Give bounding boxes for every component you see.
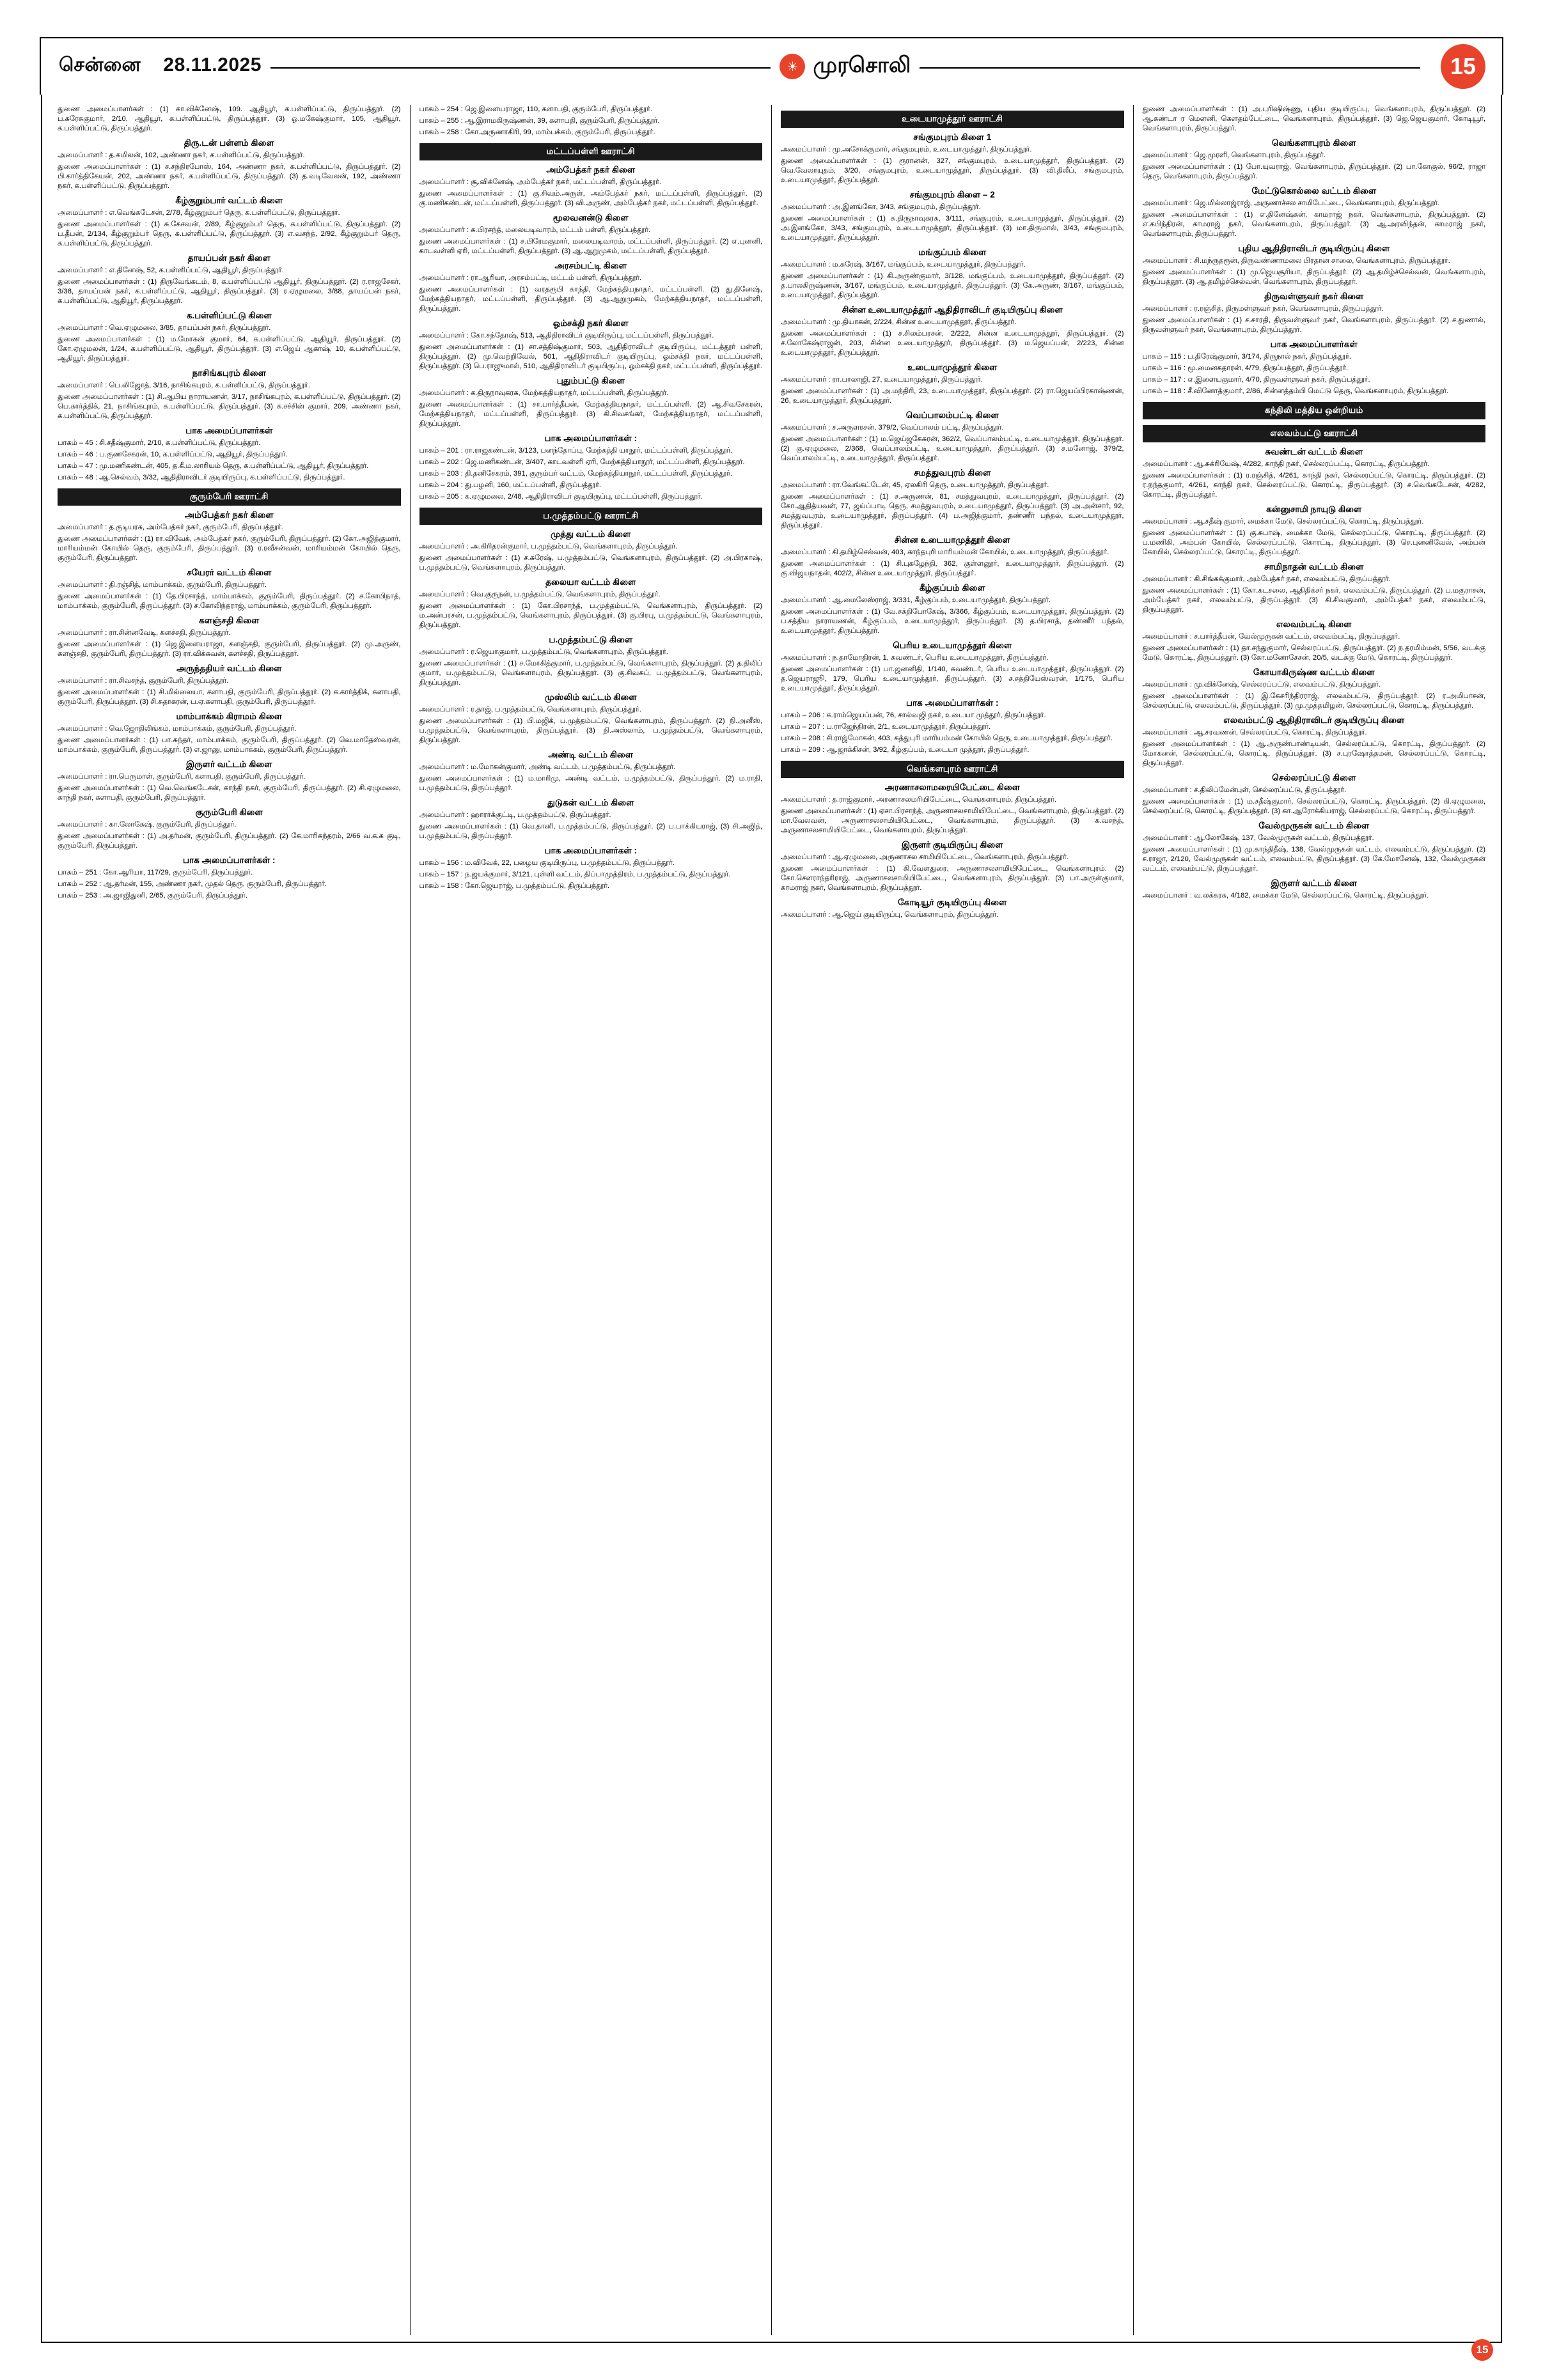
entry-paragraph: துணை அமைப்பாளர்கள் : (1) வெ.வெங்கடேசன், காந்தி நகர், குரும்பேரி, திருப்பத்தூர். (2) சி.ஏழுமலை, காந்தி நகர், களாபதி, குரும்பேரி, திருப்பத்தூர். — [58, 784, 401, 802]
branch-heading: வேல்முருகன் வட்டம் கிளை — [1258, 821, 1370, 831]
entry-paragraph: பாகம் – 206 : க.ராம்ஜெயப்பன், 76, சால்வஜி நகர், உடையா முத்தூர், திருப்பத்தூர். — [781, 712, 1046, 720]
entry-paragraph: அமைப்பாளர் : ர.ரஞ்சித், திருமள்ளுவர் நகர், வெங்களாபுரம், திருப்பத்தூர். — [1142, 305, 1384, 313]
entry-paragraph: துணை அமைப்பாளர்கள் : (1) அ.தர்மன், குரும்பேரி, திருப்பத்தூர். (2) கே.மாரிசுந்தரம், 2/66 வ.க.க குடி, குரும்பேரி, திருப்பத்தூர். — [58, 832, 401, 850]
entry-paragraph: அமைப்பாளர் : ஜெ.மில்லாஜ்ராஜ், அருணாச்சல சாமிபேட்டை, வெங்களாபுரம், திருப்பத்தூர். — [1142, 199, 1440, 208]
entry-paragraph: துணை அமைப்பாளர்கள் : (1) ரூரானன், 327, சங்குமபுரம், உடையாமுத்தூர், திருப்பத்தூர். (2) வெ.வேலாயுதம், 3/20, சங்குமபுரம், உடையாமுத்தூர், திருப்பத்தூர். (3) வி.திலீப், சங்குமபுரம், உடையாமுத்தூர், திருப்பத்தூர். — [781, 157, 1124, 184]
entry-paragraph: பாகம் – 115 : ப.திரேஷ்குமார், 3/174, திருநால் நகர், திருப்பத்தூர். — [1142, 353, 1351, 361]
entry-paragraph: பாகம் – 156 : ம.விவேக், 22, பழைய குடியிருப்பு, ப.முத்தம்பட்டு, திருப்பத்தூர். — [419, 859, 675, 867]
branch-heading: அண்டி வட்டம் கிளை — [548, 750, 634, 760]
branch-heading: பாக அமைப்பாளர்கள் — [185, 426, 273, 436]
branch-heading: கன்னுசாமி நாயுடு கிளை — [1266, 504, 1362, 514]
branch-heading: மேட்டுகொல்லை வட்டம் கிளை — [1251, 186, 1377, 196]
masthead-paper-name: முரசொலி — [813, 52, 911, 77]
entry-paragraph: அமைப்பாளர் : ஜெ.முரளி, வெங்களாபுரம், திருப்பத்தூர். — [1142, 152, 1326, 160]
entry-paragraph: துணை அமைப்பாளர்கள் : (1) சு.கேசவன், 2/89, கீழ்குறும்பர் தெரு, க.பள்ளிப்பட்டு, திருப்பத்தூர். (2) ப.தீபன், 2/134, கீழ்குறும்பர் தெரு, க.பள்ளிப்பட்டு, திருப்பத்தூர். (3) எ.வசந்த், 2/92, கீழ்குறும்பர் தெரு, க.பள்ளிப்பட்டு, திருப்பத்தூர். — [58, 221, 401, 248]
branch-heading: சின்ன உடையாமுத்தூர் ஆதிதிராவிடர் குடியிருப்பு கிளை — [842, 304, 1063, 315]
branch-heading: மாம்பாக்கம் கிராமம் கிளை — [176, 712, 282, 722]
branch-heading: சுவண்டன் வட்டம் கிளை — [1265, 446, 1363, 456]
entry-paragraph: அமைப்பாளர் : ஆ.லோகேஷ், 137, வேல்முருகன் வட்டம், திருப்பத்தூர். — [1142, 834, 1374, 843]
entry-paragraph: அமைப்பாளர் : ந.தாமோதிரன், 1, சுவண்டர், பெரிய உடையாமுத்தூர், திருப்பத்தூர். — [781, 654, 1049, 662]
masthead-rule-left — [270, 67, 771, 69]
entry-paragraph: பாகம் – 204 : து.பழனி, 160, மட்டப்பள்ளி, திருப்பத்தூர். — [419, 481, 601, 490]
section-banner: குரும்பேரி ஊராட்சி — [58, 488, 401, 506]
branch-heading: தலையா வட்டம் கிளை — [545, 577, 636, 587]
branch-heading: பாக அமைப்பாளர்கள் : — [544, 846, 638, 856]
column-4 — [1134, 105, 1495, 2335]
sun-logo-icon: ☀ — [779, 54, 805, 79]
branch-heading: மங்குப்பம் கிளை — [918, 247, 987, 257]
column-1 — [49, 105, 411, 2335]
entry-paragraph: துணை அமைப்பாளர்கள் : (1) பா.சுந்தர், மாம்பாக்கம், குரும்பேரி, திருப்பத்தூர். (2) வெ.மாதேஸ்வரன், மாம்பாக்கம், குரும்பேரி, திருப்பத்தூர். (3) எ.ஜானு, மாம்பாக்கம், குரும்பேரி, திருப்பத்தூர். — [58, 736, 401, 754]
entry-paragraph: அமைப்பாளர் : கா.லோகேஷ், குரும்பேரி, திருப்பத்தூர். — [58, 821, 237, 829]
entry-paragraph: துணை அமைப்பாளர்கள் : (1) எ.தினேஷ்கன், காமராஜ் நகர், வெங்களாபுரம், திருப்பத்தூர். (2) எ.கபிந்திரன், காமராஜ் நகர், வெங்களாபுரம், திருப்பத்தூர். (3) ஆ.அரவிந்தன், காமராஜ் நகர், வெங்களாபுரம், திருப்பத்தூர். — [1142, 211, 1485, 238]
masthead-page-number: 15 — [1441, 44, 1485, 89]
entry-paragraph: அமைப்பாளர் : ஆ.சரவணன், செல்லரப்பட்டு, கொரட்டி, திருப்பத்தூர். — [1142, 729, 1367, 737]
branch-heading: ப.முத்தம்பட்டு கிளை — [549, 635, 633, 645]
entry-paragraph: அமைப்பாளர் : வெ.ஜோதிலிங்கம், மாம்பாக்கம், குரும்பேரி, திருப்பத்தூர். — [58, 725, 297, 733]
column-3 — [772, 105, 1134, 2335]
entry-paragraph: துணை அமைப்பாளர்கள் : (1) ர.ரஞ்சித், 4/261, காந்தி நகர், செல்லரப்பட்டு, கொரட்டி, திருப்பத்தூர். (2) ர.நந்தகுமார், 4/261, காந்தி நகர், செல்லரப்பட்டு, கொரட்டி, திருப்பத்தூர். (3) ச.வெங்கடேசன், 4/282, கொரட்டி, திருப்பத்தூர். — [1142, 471, 1485, 499]
entry-paragraph: அமைப்பாளர் : அ.கிரிதரன்குமார், ப.முத்தம்பட்டு, வெங்களாபுரம், திருப்பத்தூர். — [419, 542, 678, 550]
branch-heading: நாசிங்கபுரம் கிளை — [192, 368, 266, 378]
branch-heading: அரசம்பட்டி கிளை — [554, 260, 627, 270]
branch-heading: க.பள்ளிப்பட்டு கிளை — [186, 311, 272, 321]
entry-paragraph: துணை அமைப்பாளர்கள் : (1) கு.சுபாஷ், மைக்கா மேடு, செல்லரப்பட்டு, கொரட்டி, திருப்பத்தூர். (2) ப.மணிகி, அம்பன் கோயில், செல்லரப்பட்டு, கொரட்டி, திருப்பத்தூர். (3) செ.புனனிவேல், அம்பன் கோயில், செல்லரப்பட்டு, கொரட்டி, திருப்பத்தூர். — [1142, 529, 1485, 556]
branch-heading: பாக அமைப்பாளர்கள் — [1270, 339, 1358, 350]
entry-paragraph: துணை அமைப்பாளர்கள் : (1) ச.மோகித்குமார், ப.முத்தம்பட்டு, வெங்களாபுரம், திருப்பத்தூர். (2) த.திலிப் குமார், ப.முத்தம்பட்டு, வெங்களாபுரம், திருப்பத்தூர். (3) கு.சிவசுப், ப.முத்தம்பட்டு, வெங்களாபுரம், திருப்பத்தூர். — [419, 660, 762, 687]
entry-paragraph: பாகம் – 45 : சி.சதீஷ்குமார், 2/10, க.பள்ளிப்பட்டு, திருப்பத்தூர். — [58, 439, 261, 447]
branch-heading: கீழ்குப்பம் கிளை — [919, 583, 985, 593]
entry-paragraph: அமைப்பாளர் : சு.பிரசந்த், மலையடிவாரம், மட்டம் பள்ளி, திருப்பத்தூர். — [419, 226, 651, 234]
entry-paragraph: அமைப்பாளர் : ஆ.சுக்ரியேஷ், 4/282, காந்தி நகர், செல்லரப்பட்டி, கொரட்டி, திருப்பத்தூர். — [1142, 460, 1430, 468]
entry-paragraph: அமைப்பாளர் : சூ.விக்னேஷ், அம்பேத்கர் நகர், மட்டப்பள்ளி, திருப்பத்தூர். — [419, 178, 662, 186]
entry-paragraph: துணை அமைப்பாளர்கள் : (1) கி.அருண்குமார், 3/128, மங்குப்பம், உடையாமுத்தூர், திருப்பத்தூர். (2) த.பாலகிருஷ்ணன், 3/167, மங்குப்பம், உடையாமுத்தூர், திருப்பத்தூர். (3) கே.அருண், 3/167, மங்குப்பம், உடையாமுத்தூர், திருப்பத்தூர். — [781, 272, 1124, 299]
entry-paragraph: துணை அமைப்பாளர்கள் : (1) ச.சாரதி, திருவள்ளுவர் நகர், வெங்களாபுரம், திருப்பத்தூர். (2) ச.துணால், திருவள்ளுவர் நகர், வெங்களாபுரம், திருப்பத்தூர். — [1142, 316, 1485, 334]
entry-paragraph: துணை அமைப்பாளர்கள் : (1) ம.மாரிமு, அண்டி வட்டம், ப.முத்தம்பட்டு, திருப்பத்தூர். (2) ம.ராதி, ப.முத்தம்பட்டு, திருப்பத்தூர். — [419, 775, 762, 793]
entry-paragraph: அமைப்பாளர் : தி.ரஞ்சித், மாம்பாக்கம், குரும்பேரி, திருப்பத்தூர். — [58, 581, 267, 589]
entry-paragraph: அமைப்பாளர் : வெ.குருநன், ப.முத்தம்பட்டு, வெங்களாபுரம், திருப்பத்தூர். — [419, 590, 661, 598]
entry-paragraph: பாகம் – 207 : ப.ராஜேந்திரன், 2/1, உடையாமுத்தூர், திருப்பத்தூர். — [781, 723, 991, 731]
section-banner: உடையாமுத்தூர் ஊராட்சி — [781, 111, 1124, 128]
entry-paragraph: பாகம் – 157 : ந.ஜயக்குமார், 3/121, புள்ளி வட்டம், திப்பாமுத்திரம், ப.முத்தம்பட்டு, திருப்பத்தூர். — [419, 871, 731, 879]
branch-heading: வெப்பாலம்பட்டி கிளை — [905, 410, 999, 421]
branch-heading: இருளர் வட்டம் கிளை — [185, 759, 272, 770]
entry-paragraph: அமைப்பாளர் : க.திருநாவுகரசு, மேற்கத்தியநாதர், மட்டப்பள்ளி, திருப்பத்தூர். — [419, 389, 669, 398]
entry-paragraph: துணை அமைப்பாளர்கள் : (1) தா.சந்துகுமார், செல்லரப்பட்டு, திருப்பத்தூர். (2) ந.தரமிம்மன், 5/56, வடக்கு மேடு, கொரட்டி, திருப்பத்தூர். (3) கோ.மனோசேசன், 20/5, வடக்கு மேடு, கொரட்டி, திருப்பத்தூர். — [1142, 644, 1485, 662]
entry-paragraph: அமைப்பாளர் : வெ.ஏழுமலை, 3/85, தாயப்பன் நகர், திருப்பத்தூர். — [58, 324, 271, 332]
entry-paragraph: துணை அமைப்பாளர்கள் : (1) அ.புரிஷிஷ்ணு, புதிய குடியிருப்பு, வெங்களாபுரம், திருப்பத்தூர். (2) ஆ.கண்டா ர மௌனி, கௌதம்பேட்டை, வெங்களாபுரம், திருப்பத்தூர். (3) ஜெ.ஜெயகுமார், கோடியூர், வெங்களாபுரம், திருப்பத்தூர். — [1142, 105, 1485, 133]
entry-paragraph: துணை அமைப்பாளர்கள் : (1) கோ.பிரசாந்த், ப.முத்தம்பட்டு, வெங்களாபுரம், திருப்பத்தூர். (2) ம.அன்பரசன், ப.முத்தம்பட்டு, வெங்களாபுரம், திருப்பத்தூர். (3) கு.பிரபு, ப.முத்தம்பட்டு, வெங்களாபுரம், திருப்பத்தூர். — [419, 602, 762, 630]
entry-paragraph: துணை அமைப்பாளர்கள் : (1) சு.திருநாவுகரசு, 3/111, சங்குபுரம், உடையாமுத்தூர், திருப்பத்தூர். (2) அ.இளங்கோ, 3/43, சங்குமபுரம், உடையாமுத்தூர், திருப்பத்தூர். (3) மா.திருமால், 3/43, சங்குமபுரம், உடையாமுத்தூர், திருப்பத்தூர். — [781, 214, 1124, 242]
branch-heading: கோயாகிருஷ்ண வட்டம் கிளை — [1253, 667, 1375, 678]
entry-paragraph: அமைப்பாளர் : த.ராஜ்குமார், அரணாசலமரியிபேட்டை, வெங்களாபுரம், திருப்பத்தூர். — [781, 796, 1057, 804]
entry-paragraph: அமைப்பாளர் : சி.மந்ருதரூன், திருவண்ணாமலை பிரதான சாலை, வெங்களாபுரம், திருப்பத்தூர். — [1142, 257, 1450, 265]
entry-paragraph: துணை அமைப்பாளர்கள் : (1) சா.பார்த்தீபன், மேற்கத்தியநாதர், மட்டப்பள்ளி. (2) ஆ.சிவசேகரன், மேற்கத்தியநாதர், மட்டப்பள்ளி, திருப்பத்தூர். (3) கி.சிவசங்கர், மேற்கத்தியநாதர், மட்டப்பள்ளி, திருப்பத்தூர். — [419, 401, 762, 428]
section-banner: கந்திலி மத்திய ஒன்றியம் — [1143, 402, 1486, 419]
entry-paragraph: பாகம் – 116 : மூ.மைனகதாரன், 4/79, திருப்பத்தூர், திருப்பத்தூர். — [1142, 364, 1349, 373]
entry-paragraph: துணை அமைப்பாளர்கள் : (1) பா.ஜனனிதி, 1/140, சுவண்டர், பெரிய உடையாமுத்தூர், திருப்பத்தூர். (2) த.ஜெயராஜூ, 179, பெரிய உடையாமுத்தூர், திருப்பத்தூர். (3) ச.சத்தியேஸ்வரன், 1/175, பெரிய உடையாமுத்தூர், திருப்பத்தூர். — [781, 665, 1124, 693]
entry-paragraph: துணை அமைப்பாளர்கள் : (1) சி.புகழேந்தி, 362, குள்ளனூர், உடையாமுத்தூர், திருப்பத்தூர். (2) கு.விஜயநாதன், 402/2, சின்ன உடையாமுத்தூர், திருப்பத்தூர். — [781, 560, 1124, 578]
entry-paragraph: அமைப்பாளர் : எ.தினேஷ், 52, க.பள்ளிப்பட்டு, ஆதியூர், திருப்பத்தூர். — [58, 267, 284, 275]
section-banner: ப.முத்தம்பட்டு ஊராட்சி — [419, 508, 763, 525]
page-number-badge: 15 — [1471, 2339, 1493, 2361]
entry-paragraph: பாகம் – 118 : சீ.வினோத்குமார், 2/86, சின்னத்தம்பி மெட்டு தெரு, வெங்களாபுரம், திருப்பத்தூர். — [1142, 387, 1449, 396]
branch-heading: சமத்துவபுரம் கிளை — [914, 468, 991, 478]
branch-heading: கீழ்குறும்பார் வட்டம் கிளை — [175, 196, 283, 206]
branch-heading: பாக அமைப்பாளர்கள் : — [544, 433, 638, 444]
entry-paragraph: அமைப்பாளர் : பெ.லிஜோத், 3/16, நாசிங்கபுரம், க.பள்ளிப்பட்டு, திருப்பத்தூர். — [58, 382, 310, 390]
entry-paragraph: துணை அமைப்பாளர்கள் : (1) பி.மஜிக், ப.முத்தம்பட்டு, வெங்களாபுரம், திருப்பத்தூர். (2) நி.அனீஸ், ப.முத்தம்பட்டு, வெங்களாபுரம், திருப்பத்தூர். (3) நி.அஸ்லாம், ப.முத்தம்பட்டு, வெங்களாபுரம், திருப்பத்தூர். — [419, 717, 762, 745]
section-banner: வெங்களபுரம் ஊராட்சி — [781, 761, 1124, 778]
entry-paragraph: பாகம் – 46 : ப.குணசேகரன், 10, க.பள்ளிப்பட்டு, ஆதியூர், திருப்பத்தூர். — [58, 451, 288, 459]
entry-paragraph: துணை அமைப்பாளர்கள் : (1) வரதரூபி காந்தி, மேற்கத்தியநாதர், மட்டப்பள்ளி. (2) து.தினேஷ், மேற்கத்தியநாதர், மட்டப்பள்ளி, திருப்பத்தூர். (3) ஆ.ஆறுமுகம், மேற்கத்தியநாதர், மட்டப்பள்ளி, திருப்பத்தூர். — [419, 285, 762, 313]
entry-paragraph: அமைப்பாளர் : ர.தாஜ், ப.முத்தம்பட்டு, வெங்களாபுரம், திருப்பத்தூர். — [419, 706, 641, 714]
entry-paragraph: பாகம் – 203 : தி.தனிசேகரம், 391, குரும்பர் வட்டம், மேற்கத்தியாநூர், மட்டப்பள்ளி, திருப்பத்தூர். — [419, 470, 733, 478]
entry-paragraph: துணை அமைப்பாளர்கள் : (1) ஆ.அருண்பாண்டியன், செல்லரப்பட்டு, கொரட்டி, திருப்பத்தூர். (2) மோகனன், செல்லரப்பட்டு, கொரட்டி, திருப்பத்தூர். (3) ச.புரஷோத்தமன், செல்லரப்பட்டு, கொரட்டி, திருப்பத்தூர். — [1142, 740, 1485, 768]
article-columns — [41, 95, 1502, 2343]
entry-paragraph: பாகம் – 254 : ஜெ.இளையராஜா, 110, களாபதி, குரும்பேரி, திருப்பத்தூர். — [419, 105, 652, 113]
entry-paragraph: துணை அமைப்பாளர்கள் : (1) திருவேங்கடம், 8, க.பள்ளிப்பட்டு ஆதியூர், திருப்பத்தூர். (2) ர.ராஜசேகர், 3/38, தாயப்பன் நகர், க.பள்ளிப்பட்டு, ஆதியூர், திருப்பத்தூர். (3) ர.ஏழுமலை, 3/88, தாயப்பன் நகர், க.பள்ளிப்பட்டு, ஆதியூர், திருப்பத்தூர். — [58, 278, 401, 306]
branch-heading: வெங்களாபுரம் கிளை — [1271, 138, 1356, 148]
entry-paragraph: துணை அமைப்பாளர்கள் : (1) கு.சிவம்.அருள், அம்பேத்கர் நகர், மட்டப்பள்ளி, திருப்பத்தூர். (2) கு.மணிகண்டன், மட்டப்பள்ளி, திருப்பத்தூர். (3) வி.அருண், அம்பேத்கர் நகர், மட்டப்பள்ளி, திருப்பத்தூர். — [419, 189, 762, 207]
masthead-logo — [779, 53, 911, 81]
masthead-rule-right — [920, 67, 1420, 69]
entry-paragraph: அமைப்பாளர் : கி.தமிழ்செல்வன், 403, காந்தபுரி மாரியம்மன் கோயில், உடையாமுத்தூர், திருப்பத்தூர். — [781, 548, 1109, 557]
branch-heading: எலவம்பட்டு ஆதிதிராவிடர் குடியிருப்பு கிளை — [1223, 715, 1405, 726]
entry-paragraph: அமைப்பாளர் : த.குடியரசு, அம்பேத்கர் நகர், குரும்பேரி, திருப்பத்தூர். — [58, 524, 283, 532]
section-banner: மட்டப்பள்ளி ஊராட்சி — [419, 143, 763, 160]
entry-paragraph: அமைப்பாளர் : ஆ.மைலேஸ்ராஜ், 3/331, கீழ்குப்பம், உடையாமுத்தூர், திருப்பத்தூர். — [781, 596, 1051, 605]
branch-heading: துடுகன் வட்டம் கிளை — [547, 798, 634, 808]
entry-paragraph: அமைப்பாளர் : ஆ.ஏழுமலை, அருணாசல சாமியிபேட்டை, வெங்களாபுரம், திருப்பத்தூர். — [781, 853, 1069, 862]
entry-paragraph: அமைப்பாளர் : எ.வெங்கடேசன், 2/78, கீழ்குறும்பர் தெரு, க.பள்ளிப்பட்டு, திருப்பத்தூர். — [58, 209, 340, 217]
entry-paragraph: பாகம் – 252 : ஆ.தர்மன், 155, அண்ணா நகர், முதல் தெரு, குரும்பேரி, திருப்பத்தூர். — [58, 880, 327, 889]
branch-heading: முஸ்லிம் வட்டம் கிளை — [544, 692, 637, 703]
entry-paragraph: அமைப்பாளர் : கி.சிங்கக்குமார், அம்பேத்கர் நகர், எலவம்பட்டு, திருப்பத்தூர். — [1142, 575, 1391, 583]
entry-paragraph: துணை அமைப்பாளர்கள் : (1) ச.சுரேஷ், ப.முத்தம்பட்டு, வெங்களாபுரம், திருப்பத்தூர். (2) அ.பிரகாஷ், ப.முத்தம்பட்டு, வெங்களாபுரம், திருப்பத்தூர். — [419, 554, 762, 572]
entry-paragraph: துணை அமைப்பாளர்கள் : (1) சி.மில்லையா, களாபதி, குரும்பேரி, திருப்பத்தூர். (2) க.கார்த்திக், களாபதி, குரும்பேரி, திருப்பத்தூர். (3) சி.சுதாகரன், ப.ஏ.களாபதி, குரும்பேரி, திருப்பத்தூர். — [58, 688, 401, 706]
entry-paragraph: துணை அமைப்பாளர்கள் : (1) இ.கேசரிந்திரராஜ், எலவம்பட்டு, திருப்பத்தூர். (2) ர.அமிபாசன், செல்லரப்பட்டு, எலவம்பட்டு, திருப்பத்தூர். (3) மு.முத்தமிழன், செல்லரப்பட்டு, கொரட்டி, திருப்பத்தூர். — [1142, 692, 1485, 710]
entry-paragraph: அமைப்பாளர் : ரா.பெருமாள், குரும்பேரி, களாபதி, குரும்பேரி, திருப்பத்தூர். — [58, 773, 306, 781]
entry-paragraph: துணை அமைப்பாளர்கள் : (1) அ.மந்திரி, 23, உடையாமுத்தூர், திருப்பத்தூர். (2) ரா.ஜெயப்பிரகாஷ்ணன், 26, உடையாமுத்தூர், திருப்பத்தூர். — [781, 387, 1124, 405]
branch-heading: அரணாசலாமரையிபேட்டை கிளை — [884, 782, 1021, 793]
entry-paragraph: துணை அமைப்பாளர்கள் : (1) ம.மோகன் குமார், 64, க.பள்ளிப்பட்டு, ஆதியூர், திருப்பத்தூர். (2) கோ.ஏழுமலன், 1/24, க.பள்ளிப்பட்டு, ஆதியூர், திருப்பத்தூர். (3) எ.ஜெய் ஆகாஷ், 10, க.பள்ளிப்பட்டு, ஆதியூர், திருப்பத்தூர். — [58, 336, 401, 363]
entry-paragraph: துணை அமைப்பாளர்கள் : (1) தே.பிரசாந்த், மாம்பாக்கம், குரும்பேரி, திருப்பத்தூர். (2) ச.கோபிநாத், மாம்பாக்கம், குரும்பேரி, திருப்பத்தூர். (3) ச.கோலிந்தராஜ், மாம்பாக்கம், குரும்பேரி, திருப்பத்தூர். — [58, 593, 401, 611]
branch-heading: பாக அமைப்பாளர்கள் : — [905, 698, 999, 708]
entry-paragraph: அமைப்பாளர் : ம.சுரேஷ், 3/167, மங்குப்பம், உடையாமுத்தூர், திருப்பத்தூர். — [781, 260, 1026, 268]
masthead-date: 28.11.2025 — [163, 54, 262, 75]
branch-heading: சங்குமபுரம் கிளை – 2 — [909, 189, 995, 199]
branch-heading: பெரிய உடையாமுத்தூர் கிளை — [893, 641, 1012, 651]
column-2 — [411, 105, 772, 2335]
branch-heading: களஞ்சதி கிளை — [199, 616, 260, 626]
branch-heading: தாயப்பன் நகர் கிளை — [187, 253, 270, 263]
branch-heading: கோடியூர் குடியிருப்பு கிளை — [898, 898, 1007, 908]
entry-paragraph: பாகம் – 209 : ஆ.ஜாக்கிசன், 3/92, கீழ்குப்பம், உடையா முத்தூர், திருப்பத்தூர். — [781, 746, 1030, 754]
entry-paragraph: அமைப்பாளர் : வ.லக்கரசு, 4/182, மைக்கா மேடு, செல்லரப்பட்டு, கொரட்டி, திருப்பத்தூர். — [1142, 892, 1429, 900]
masthead-city: சென்னை — [59, 54, 141, 75]
entry-paragraph: துணை அமைப்பாளர்கள் : (1) கி.வேளதுரை, அருணாசலசாமியிபேட்டை, வெங்களாபுரம். (2) கோ.சௌராந்தரிராஜ், அருணாசலசாமியிபேட்டை, வெங்களாபுரம், திருப்பத்தூர். (3) பா.அருள்குமார், காமராஜ் நகர், வெங்களாபுரம், திருப்பத்தூர். — [781, 865, 1124, 892]
branch-heading: மூலவனன்டு கிளை — [552, 212, 629, 222]
entry-paragraph: அமைப்பாளர் : கோ.சந்தோஷ், 513, ஆதிதிராவிடர் குடியிருப்பு, மட்டப்பள்ளி, திருப்பத்தூர். — [419, 331, 714, 339]
branch-heading: பாக அமைப்பாளர்கள் : — [182, 855, 276, 866]
branch-heading: இருளர் குடியிருப்பு கிளை — [901, 840, 1003, 850]
branch-heading: முத்து வட்டம் கிளை — [551, 529, 631, 539]
entry-paragraph: துணை அமைப்பாளர்கள் : (1) ச.பிரேமகுமார், மலையடிவாரம், மட்டப்பள்ளி, திருப்பத்தூர். (2) எ.புனனி, காடவள்ளி ஏரி, மட்டப்பள்ளி, திருப்பத்தூர். (3) ஆ.ஆறுமுகம், மட்டப்பள்ளி, திருப்பத்தூர். — [419, 237, 762, 255]
entry-paragraph: அமைப்பாளர் : ரா.சிவசந்த், குரும்பேரி, திருப்பத்தூர். — [58, 677, 229, 685]
entry-paragraph: துணை அமைப்பாளர்கள் : (1) ஜெ.இளையராஜா, களஞ்சதி, குரும்பேரி, திருப்பத்தூர். (2) மு.அருண், களஞ்சதி, குரும்பேரி, திருப்பத்தூர். (3) ரா.விக்சுவன், களச்சதி, திருப்பத்தூர். — [58, 641, 401, 658]
branch-heading: புதும்பட்டு கிளை — [556, 376, 625, 386]
branch-heading: புதிய ஆதிதிராவிடர் குடியிருப்பு கிளை — [1238, 244, 1390, 254]
entry-paragraph: துணை அமைப்பாளர்கள் : (1) கா.விக்னேஷ், 109. ஆதியூர், க.பள்ளிப்பட்டு, திருப்பத்தூர். (2) ப.சுரேசுகுமார், 2/10, ஆதியூர், க.பள்ளிப்பட்டு, திருப்பத்தூர். (3) ஓ.மகேஷ்குமார், 105, ஆதியூர், க.பள்ளிப்பட்டு, திருப்பத்தூர். — [58, 105, 401, 133]
entry-paragraph: அமைப்பாளர் : ச.பார்த்தீபன், வேல்முருகன் வட்டம், எலவம்பட்டி, திருப்பத்தூர். — [1142, 633, 1400, 641]
entry-paragraph: துணை அமைப்பாளர்கள் : (1) ச.அருணன், 81, சமத்துவபுரம், உடையாமுத்தூர், திருப்பத்தூர். (2) கோ.ஆதித்யவள், 77, ஜய்ப்பாடி தெரு, சமத்துவபுரம், உடையாமுத்தூர், திருப்பத்தூர். (3) அ.அன்சார், 92, சமத்துவபுரம், உடையாமுத்தூர், திருப்பத்தூர். (4) ப.அஜித்குமார், தண்ணீர் பந்தல், உடையாமுத்தூர், திருப்பத்தூர். — [781, 493, 1124, 530]
entry-paragraph: அமைப்பாளர் : ர.ஜெயாகுமார், ப.முத்தம்பட்டு, வெங்களாபுரம், திருப்பத்தூர். — [419, 648, 668, 657]
entry-paragraph: அமைப்பாளர் : ஆ.ஜெய் குடியிருப்பு, வெங்களாபுரம், திருப்பத்தூர். — [781, 911, 999, 919]
entry-paragraph: பாகம் – 47 : மு.மணிகண்டன், 405, த.கீ.ம.லாரியம் தெரு, க.பள்ளிப்பட்டு, ஆதியூர், திருப்பத்தூர். — [58, 462, 369, 471]
entry-paragraph: துணை அமைப்பாளர்கள் : (1) கோ.கடசலை, ஆதிதிக்சர் நகர், எலவம்பட்டு, திருப்பத்தூர். (2) ப.மகுராசன், அம்பேத்கர் நகர், எலவம்பட்டு, திருப்பத்தூர். (3) கி.சிவகுமார், அம்பேத்கர் நகர், எலவம்பட்டு, திருப்பத்தூர். — [1142, 586, 1485, 614]
entry-paragraph: அமைப்பாளர் : ரா.சின்னவேடி, களச்சதி, திருப்பத்தூர். — [58, 629, 231, 637]
entry-paragraph: அமைப்பாளர் : ரா.ஆரியா, அரசம்பட்டி, மட்டம் பள்ளி, திருப்பத்தூர். — [419, 274, 642, 282]
entry-paragraph: பாகம் – 258 : கோ.அருணாகிரி, 99, மாம்பக்கம், குரும்பேரி, திருப்பத்தூர். — [419, 128, 655, 137]
entry-paragraph: பாகம் – 48 : ஆ.செல்வம், 3/32, ஆதிதிராவிடர் குடியிருப்பு, க.பள்ளிப்பட்டு, திருப்பத்தூர். — [58, 474, 345, 482]
entry-paragraph: பாகம் – 205 : க.ஏழுமலை, 2/48, ஆதிதிராவிடர் குடியிருப்பு, மட்டப்பள்ளி, திருப்பத்தூர். — [419, 493, 703, 501]
entry-paragraph: பாகம் – 158 : கோ.ஜெயராஜ், ப.முத்தம்பட்டு, திருப்பத்தூர். — [419, 882, 610, 891]
entry-paragraph: துணை அமைப்பாளர்கள் : (1) வே.சக்திபோகேஷ், 3/366, கீழ்குப்பம், உடையாமுத்தூர், திருப்பத்தூர். (2) ப.சத்திய நாராயணன், கீழ்குப்பம், உடையாமுத்தூர், திருப்பத்தூர். (3) த.பிரசாத், தண்ணீர் பந்தல், உடையாமுத்தூர், திருப்பத்தூர். — [781, 608, 1124, 635]
branch-heading: சின்ன உடையாமுத்தூர் கிளை — [894, 535, 1010, 545]
entry-paragraph: பாகம் – 202 : ஜெ.மணிகண்டன், 3/407, காடவள்ளி ஏரி, மேற்கத்தியாநூர், மட்டப்பள்ளி, திருப்பத்தூர். — [419, 458, 745, 467]
entry-paragraph: அமைப்பாளர் : ம.மோகன்குமார், அண்டி வட்டம், ப.முத்தம்பட்டு, திருப்பத்தூர். — [419, 763, 676, 772]
entry-paragraph: அமைப்பாளர் : மு.விக்னேஷ், செல்லரப்பட்டு, எலவம்பட்டு, திருப்பத்தூர். — [1142, 681, 1381, 689]
entry-paragraph: துணை அமைப்பாளர்கள் : (1) ரா.விவேக், அம்பேத்கர் நகர், குரும்பேரி, திருப்பத்தூர். (2) கோ.அஜித்குமார், மாரியம்மன் கோயில் தெரு, குரும்பேரி, திருப்பத்தூர். (3) ர.ரவீசன்வன், மாரியம்மன் கோயில் தெரு, குரும்பேரி, திருப்பத்தூர். — [58, 535, 401, 563]
entry-paragraph: அமைப்பாளர் : ச.திலிப்மேன்புள், செல்லரப்பட்டு, திருப்பத்தூர். — [1142, 786, 1347, 795]
masthead-city-date — [59, 54, 262, 79]
branch-heading: உடையாமுத்தூர் கிளை — [907, 362, 998, 373]
entry-paragraph: அமைப்பாளர் : மு.அசோக்குமார், சங்குமபுரம், உடையாமுத்தூர், திருப்பத்தூர். — [781, 145, 1032, 153]
masthead — [40, 37, 1503, 95]
entry-paragraph: பாகம் – 208 : சி.ராஜ்மோகன், 403, கத்துபுரி மாரியம்மன் கோயில் தெரு, உடையாமுத்தூர், திருப்பத்தூர். — [781, 735, 1113, 743]
entry-paragraph: துணை அமைப்பாளர்கள் : (1) ச.சிலம்பரசன், 2/222, சின்ன உடையாமுத்தூர், திருப்பத்தூர். (2) ச.லோகேஷ்ராஜன், 203, சின்ன உடையாமுத்தூர், திருப்பத்தூர். (3) ம.ஜெயப்பன், 2/223, சின்ன உடையாமுத்தூர், திருப்பத்தூர். — [781, 329, 1124, 357]
branch-heading: செல்லரப்பட்டு கிளை — [1272, 773, 1356, 783]
branch-heading: சங்குமபுரம் கிளை 1 — [913, 132, 992, 142]
branch-heading: அம்பேத்கர் நகர் கிளை — [184, 510, 274, 520]
entry-paragraph: பாகம் – 201 : ரா.ராஜகண்டன், 3/123, பனந்தோப்பு, மேற்கத்தி யாநூர், மட்டப்பள்ளி, திருப்பத்தூர். — [419, 447, 733, 455]
entry-paragraph: துணை அமைப்பாளர்கள் : (1) ம.ஜெய்ஜகேசுரன், 362/2, வெப்பாலம்பட்டி, உடையாமுத்தூர், திருப்பத்தூர். (2) கு.ஏழுமலை, 2/368, வெப்பாலம்பட்டி, உடையாமுத்தூர், திருப்பத்தூர். (3) ச.மனோஜ், 379/2, வெப்பாலம்பட்டி, உடையாமுத்தூர், திருப்பத்தூர். — [781, 435, 1124, 463]
entry-paragraph: பாகம் – 117 : எ.இளையகுமார், 4/70, திருவள்ளுவர் நகர், திருப்பத்தூர். — [1142, 376, 1370, 384]
entry-paragraph: துணை அமைப்பாளர்கள் : (1) ச.சந்திரபோஸ், 164, அண்ணா நகர், க.பள்ளிப்பட்டு, திருப்பத்தூர். (2) பி.கார்த்திகேயன், 202, அண்ணா நகர், க.பள்ளிப்பட்டு, திருப்பத்தூர். (3) த.வடிவேலன், 192, அண்ணா நகர், க.பள்ளிப்பட்டு, திருப்பத்தூர். — [58, 163, 401, 191]
entry-paragraph: அமைப்பாளர் : ஹாராக்குட்டி, ப.முத்தம்பட்டு, திருப்பத்தூர். — [419, 811, 611, 820]
branch-heading: குரும்பேரி கிளை — [195, 807, 263, 818]
entry-paragraph: துணை அமைப்பாளர்கள் : (1) வெ.தானி, ப.முத்தம்பட்டு, திருப்பத்தூர். (2) ப.பாக்கியராஜ், (3) சி.அஜித், ப.முத்தம்பட்டு, திருப்பத்தூர். — [419, 823, 762, 841]
entry-paragraph: பாகம் – 251 : கோ.ஆரியா, 117/29, குரும்பேரி, திருப்பத்தூர். — [58, 869, 253, 877]
entry-paragraph: அமைப்பாளர் : ஆ.சதீஷ் குமார், மைக்கா மேடு, செல்லரப்பட்டு, கொரட்டி, திருப்பத்தூர். — [1142, 517, 1424, 525]
entry-paragraph: அமைப்பாளர் : த.கமிலன், 102, அண்ணா நகர், க.பள்ளிப்பட்டு, திருப்பத்தூர். — [58, 152, 305, 160]
entry-paragraph: துணை அமைப்பாளர்கள் : (1) ஏசா.பிரசாந்த், அருணாசலசாமியிபேட்டை, வெங்களாபுரம், திருப்பத்தூர். (2) மா.வேலவன், அருணாசலசாமியிபேட்டை, வெங்களாபுரம், திருப்பத்தூர். (3) க.வசந்த், அருணாசலசாமியிபேட்டை, வெங்களாபுரம், திருப்பத்தூர். — [781, 807, 1124, 835]
entry-paragraph: துணை அமைப்பாளர்கள் : (1) மு.ஜெயசூரியா, திருப்பத்தூர். (2) ஆ.தமிழ்ச்செல்வன், வெங்களாபுரம், திருப்பத்தூர். (3) ஆ.தமிழ்ச்செல்வன், வெங்களாபுரம், திருப்பத்தூர். — [1142, 268, 1485, 286]
branch-heading: திரு.டன் பள்ளம் கிளை — [184, 138, 274, 148]
entry-paragraph: பாகம் – 255 : ஆ.இராமகிருஷ்ணன், 39, களாபதி, குரும்பேரி, திருப்பத்தூர். — [419, 117, 660, 125]
entry-paragraph: துணை அமைப்பாளர்கள் : (1) போ.யுவராஜ், வெங்களாபுரம், திருப்பத்தூர். (2) பா.கோகுல், 96/2, ராஜா தெரு, வெங்களாபுரம், திருப்பத்தூர். — [1142, 163, 1485, 181]
branch-heading: அம்பேத்கர் நகர் கிளை — [546, 164, 636, 175]
entry-paragraph: அமைப்பாளர் : அ.இளங்கோ, 3/43, சங்குமபுரம், திருப்பத்தூர். — [781, 203, 981, 211]
branch-heading: சாமிநாதன் வட்டம் கிளை — [1264, 561, 1364, 572]
entry-paragraph: துணை அமைப்பாளர்கள் : (1) சா.சத்திஷ்குமார், 503, ஆதிதிராவிடர் குடியிருப்பு, மட்டத்தூர் பள்ளி, திருப்பத்தூர். (2) மு.வெற்றிவேல், 501, ஆதிதிராவிடர் குடியிருப்பு, ஓம்சக்தி நகர், மட்டப்பள்ளி, திருப்பத்தூர். (3) பெ.ராஜுமால், 510, ஆதிதிராவிடர் குடியிருப்பு, ஓம்சக்தி நகர், மட்டப்பள்ளி, திருப்பத்தூர். — [419, 343, 762, 371]
entry-paragraph: பாகம் – 253 : அ.ஜாஜிதுனி, 2/65, குரும்பேரி, திருப்பத்தூர். — [58, 892, 248, 900]
branch-heading: எலவம்பட்டி கிளை — [1276, 619, 1352, 630]
branch-heading: அருந்ததியர் வட்டம் கிளை — [176, 664, 282, 674]
section-banner: எலவம்பட்டு ஊராட்சி — [1143, 425, 1486, 442]
entry-paragraph: துணை அமைப்பாளர்கள் : (1) ம.சதீஷ்குமார், செல்லரப்பட்டு, கொரட்டி, திருப்பத்தூர். (2) கி.ஏழுமலை, செல்லரப்பட்டு, கொரட்டி, திருப்பத்தூர். (3) கா.ஆரோக்கியராஜ், செல்லரப்பட்டு, கொரட்டி, திருப்பத்தூர். — [1142, 798, 1485, 816]
entry-paragraph: அமைப்பாளர் : மு.தியாகன், 2/224, சின்ன உடையாமுத்தூர், திருப்பத்தூர். — [781, 318, 1017, 326]
entry-paragraph: அமைப்பாளர் : ரா.பாலாஜி, 27, உடையாமுத்தூர், திருப்பத்தூர். — [781, 376, 983, 384]
entry-paragraph: துணை அமைப்பாளர்கள் : (1) மு.காந்திதீஷ், 138, வேல்முருகன் வட்டம், எலவம்பட்டு, திருப்பத்தூர். (2) ச.ராஜா, 2/120, வேல்முருகன் வட்டம், எலவம்பட்டு, திருப்பத்தூர். (3) கே.மோனேஷ், 132, வேல்முருகன் வட்டம், எலவம்பட்டு, திருப்பத்தூர். — [1142, 846, 1485, 873]
entry-paragraph: துணை அமைப்பாளர்கள் : (1) சி.ஆபிய நாராயணன், 3/17, நாசிங்கபுரம், க.பள்ளிப்பட்டு, திருப்பத்தூர். (2) பெ.கார்த்திக், 21, நாசிங்கபுரம், க.பள்ளிப்பட்டு, திருப்பத்தூர். (3) சு.சச்சின் குமார், 209, அண்ணா நகர், க.பள்ளிப்பட்டு, திருப்பத்தூர். — [58, 393, 401, 421]
branch-heading: சயேரர் வட்டம் கிளை — [187, 568, 272, 578]
entry-paragraph: அமைப்பாளர் : ரா.வேங்கட்டேன், 45, ஏலகிரி தெரு, உடையாமுத்தூர், திருப்பத்தூர். — [781, 481, 1049, 490]
branch-heading: இருளர் வட்டம் கிளை — [1271, 878, 1358, 889]
branch-heading: ஓம்சக்தி நகர் கிளை — [552, 318, 629, 328]
branch-heading: திருவள்ளுவர் நகர் கிளை — [1264, 292, 1364, 302]
entry-paragraph: அமைப்பாளர் : ச.அருளரசன், 379/2, வெப்பாலம் பட்டி, திருப்பத்தூர். — [781, 424, 1004, 432]
